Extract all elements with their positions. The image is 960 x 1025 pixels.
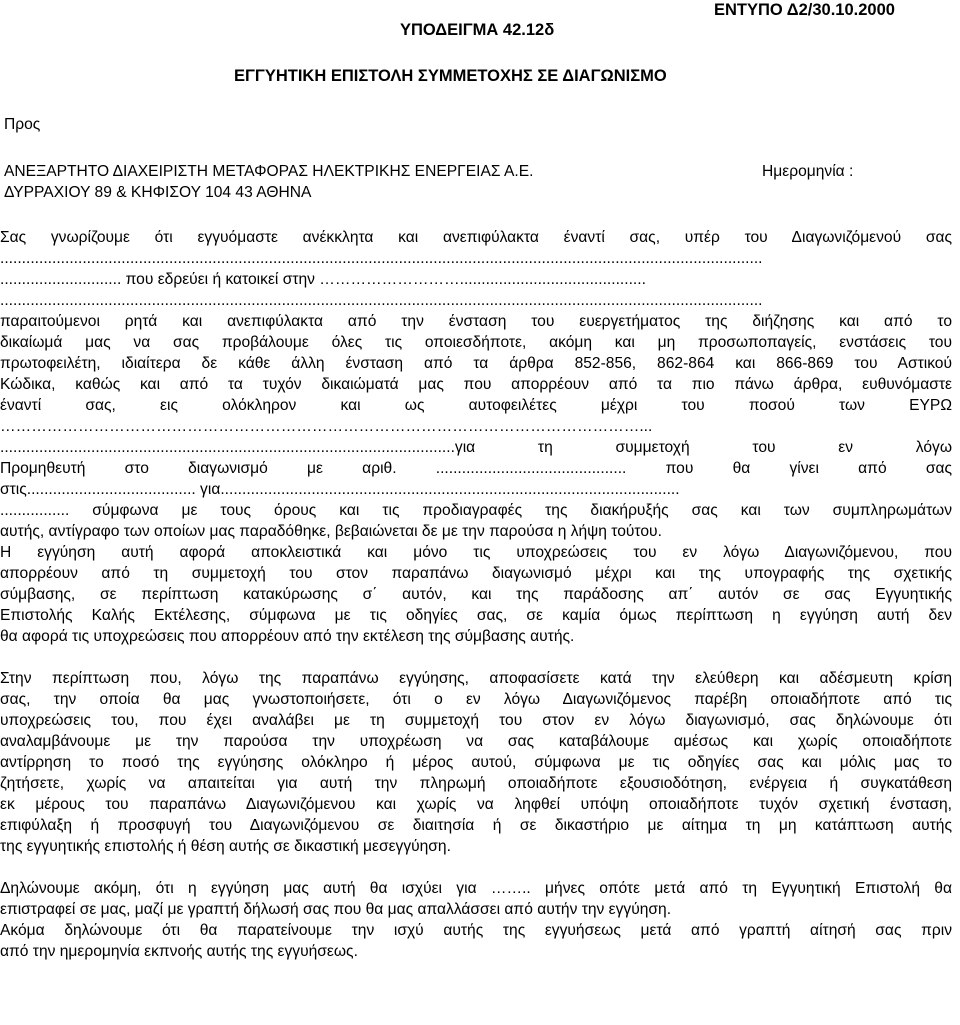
text-line: πρωτοφειλέτη, ιδιαίτερα δε κάθε άλλη ένσταση από τα άρθρα 852-856, 862-864 και 866-869 του Αστικού xyxy=(0,355,952,372)
text-line: από την ημερομηνία εκπνοής αυτής της εγγυήσεως. xyxy=(0,943,358,960)
dotted-line: ……………………………………………………………………………………………………………... xyxy=(0,418,653,435)
text-line: .........................................................................................................για τη συμμετοχή του εν λόγω xyxy=(0,439,952,456)
text-line: επιφύλαξη ή προσφυγή του Διαγωνιζόμενου σε διαιτησία ή σε δικαστήριο με αίτημα τη μη κατάπτωση αυτής xyxy=(0,817,952,834)
text-line: έναντί σας, εις ολόκληρον και ως αυτοφειλέτες μέχρι του ποσού των ΕΥΡΩ xyxy=(0,397,952,414)
text-line: ................ σύμφωνα με τους όρους και τις προδιαγραφές της διακήρυξής σας και των συμπληρωμάτων xyxy=(0,502,952,519)
paragraph-validity xyxy=(0,878,952,962)
recipient-name: ΑΝΕΞΑΡΤΗΤΟ ΔΙΑΧΕΙΡΙΣΤΗ ΜΕΤΑΦΟΡΑΣ ΗΛΕΚΤΡΙΚΗΣ ΕΝΕΡΓΕΙΑΣ Α.Ε. xyxy=(4,163,534,180)
text-line: Ακόμα δηλώνουμε ότι θα παρατείνουμε την ισχύ αυτής της εγγυήσεως μετά από γραπτή αίτησή σας πριν xyxy=(0,922,952,939)
text-line: Σας γνωρίζουμε ότι εγγυόμαστε ανέκκλητα και ανεπιφύλακτα έναντί σας, υπέρ του Διαγωνιζόμενού σας xyxy=(0,229,952,246)
text-line: Προμηθευτή στο διαγωνισμό με αριθ. ............................................ που θα γίνει από σας xyxy=(0,460,952,477)
text-line: Επιστολής Καλής Εκτέλεσης, σύμφωνα με τις οδηγίες σας, σε καμία όμως περίπτωση η εγγύηση αυτή δεν xyxy=(0,607,952,624)
text-line: στις....................................... για.......................................................................................................... xyxy=(0,481,680,498)
letter-body xyxy=(0,227,952,962)
text-line: Η εγγύηση αυτή αφορά αποκλειστικά και μόνο τις υποχρεώσεις του εν λόγω Διαγωνιζόμενου, που xyxy=(0,544,952,561)
model-label: ΥΠΟΔΕΙΓΜΑ 42.12δ xyxy=(400,21,555,39)
recipient-address: ΔΥΡΡΑΧΙΟΥ 89 & ΚΗΦΙΣΟΥ 104 43 ΑΘΗΝΑ xyxy=(4,184,312,201)
dotted-line: ................................................................................................................................................................................ xyxy=(0,292,763,309)
paragraph-scope xyxy=(0,542,952,647)
text-line: υποχρεώσεις του, που έχει αναλάβει με τη συμμετοχή του στον εν λόγω διαγωνισμό, σας δηλώνουμε ότι xyxy=(0,712,952,729)
text-line: ζητήσετε, χωρίς να απαιτείται για αυτή την πληρωμή οποιαδήποτε εξουσιοδότηση, ενέργεια ή συγκατάθεση xyxy=(0,775,952,792)
form-code: ΕΝΤΥΠΟ Δ2/30.10.2000 xyxy=(714,1,895,19)
dotted-line: ................................................................................................................................................................................ xyxy=(0,250,763,267)
text-line: σύμβασης, σε περίπτωση κατακύρωσης σ΄ αυτόν, και της παράδοσης απ΄ αυτόν σε σας Εγγυητικής xyxy=(0,586,952,603)
date-label: Ημερομηνία : xyxy=(762,163,854,180)
text-line: αναλαμβάνουμε με την παρούσα την υποχρέωση να σας καταβάλουμε αμέσως και χωρίς οποιαδήποτε xyxy=(0,733,952,750)
recipient-to-label: Προς xyxy=(4,116,41,133)
text-line: της εγγυητικής επιστολής ή θέση αυτής σε δικαστική μεσεγγύηση. xyxy=(0,838,451,855)
text-line: δικαίωμά μας να σας προβάλουμε όλες τις οποιεσδήποτε, ακόμη και μη προσωποπαγείς, ενστάσεις του xyxy=(0,334,952,351)
text-line: θα αφορά τις υποχρεώσεις που απορρέουν από την εκτέλεση της σύμβασης αυτής. xyxy=(0,628,575,645)
text-line: Στην περίπτωση που, λόγω της παραπάνω εγγύησης, αποφασίσετε κατά την ελεύθερη και αδέσμευτη κρίση xyxy=(0,670,952,687)
paragraph-payment xyxy=(0,668,952,857)
text-line: αυτής, αντίγραφο των οποίων μας παραδόθηκε, βεβαιώνεται δε με την παρούσα η λήψη τούτου. xyxy=(0,523,662,540)
text-line: απορρέουν από τη συμμετοχή του στον παραπάνω διαγωνισμό μέχρι και της υπογραφής της σχετικής xyxy=(0,565,952,582)
text-line: ............................ που εδρεύει ή κατοικεί στην ………………………........................................... xyxy=(0,271,646,288)
text-line: εκ μέρους του παραπάνω Διαγωνιζόμενου και χωρίς να ληφθεί υπόψη οποιαδήποτε τυχόν σχετική ένσταση, xyxy=(0,796,952,813)
text-line: αντίρρηση το ποσό της εγγύησης ολόκληρο ή μέρος αυτού, σύμφωνα με τις οδηγίες σας και μόλις μας το xyxy=(0,754,952,771)
text-line: σας, την οποία θα μας γνωστοποιήσετε, ότι ο εν λόγω Διαγωνιζόμενος παρέβη οποιαδήποτε από τις xyxy=(0,691,952,708)
text-line: Κώδικα, καθώς και από τα τυχόν δικαιώματά μας που απορρέουν από τα πιο πάνω άρθρα, ευθυνόμαστε xyxy=(0,376,952,393)
text-line: επιστραφεί σε μας, μαζί με γραπτή δήλωσή σας που θα μας απαλλάσσει από αυτήν την εγγύηση. xyxy=(0,901,672,918)
text-line: παραιτούμενοι ρητά και ανεπιφύλακτα από την ένσταση του ευεργετήματος της διήζησης και από το xyxy=(0,313,952,330)
paragraph-guarantee xyxy=(0,227,952,542)
document-title: ΕΓΓΥΗΤΙΚΗ ΕΠΙΣΤΟΛΗ ΣΥΜΜΕΤΟΧΗΣ ΣΕ ΔΙΑΓΩΝΙΣΜΟ xyxy=(234,67,667,85)
text-line: Δηλώνουμε ακόμη, ότι η εγγύηση μας αυτή θα ισχύει για …….. μήνες οπότε μετά από τη Εγγυητική Επιστολή θα xyxy=(0,880,952,897)
